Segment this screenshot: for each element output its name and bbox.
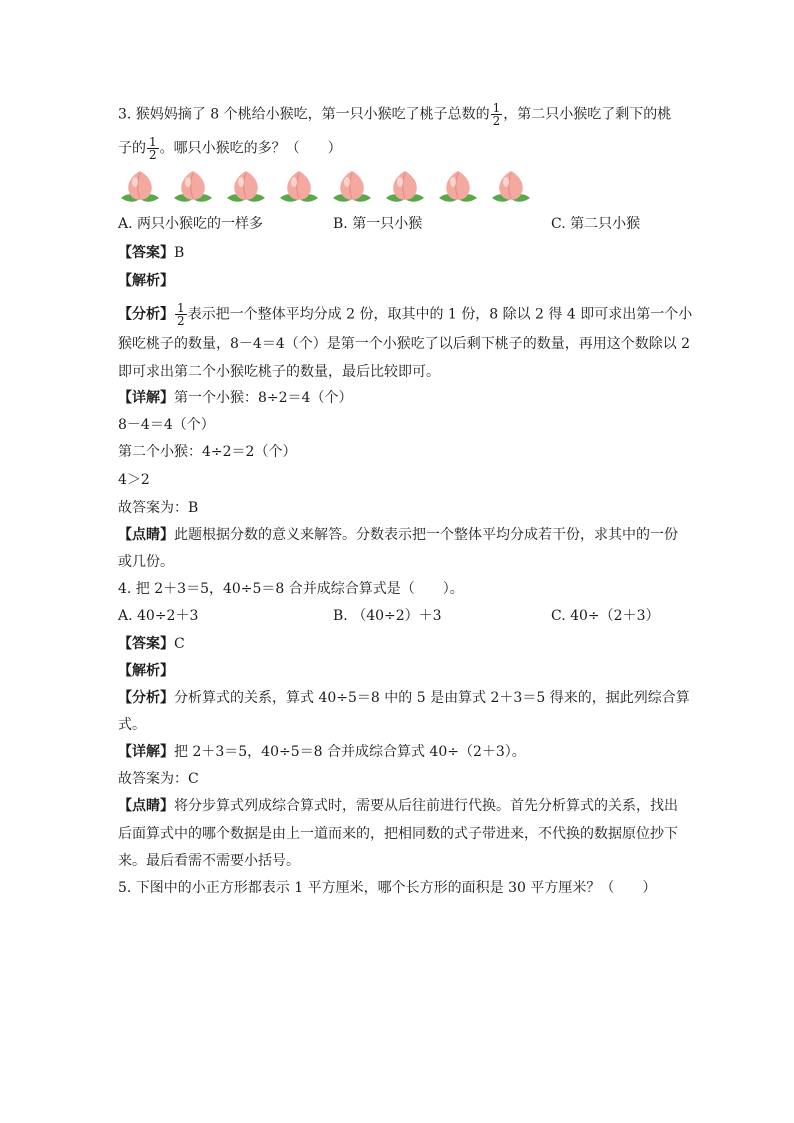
q4-xiangjie-line1: 【详解】把 2＋3＝5，40÷5＝8 合并成综合算式 40÷（2＋3）。 (118, 744, 526, 760)
q4-fenxi-line1: 【分析】分析算式的关系，算式 40÷5＝8 中的 5 是由算式 2＋3＝5 得来的，据此列综合算 (118, 690, 690, 706)
q3-final: 故答案为：B (118, 500, 199, 516)
q4-dianjing-line2: 后面算式中的哪个数据是由上一道而来的，把相同数的式子带进来，不代换的数据原位抄下 (118, 826, 678, 842)
q3-xiangjie-line3: 第二个小猴：4÷2＝2（个） (118, 444, 297, 460)
q4-analysis-tag: 【解析】 (118, 663, 174, 679)
fraction-one-half: $\frac{1}{2}$ (149, 135, 157, 162)
peach-row (118, 168, 558, 208)
peach-icon (224, 168, 268, 208)
xiangjie-tag: 【详解】 (118, 744, 174, 760)
answer-value: C (174, 636, 185, 652)
q3-option-a: A. 两只小猴吃的一样多 (118, 216, 264, 232)
peach-icon (489, 168, 533, 208)
q4-fenxi-line2: 式。 (118, 717, 146, 733)
q3-stem-line1 (118, 102, 671, 127)
peach-icon (277, 168, 321, 208)
dianjing-tag: 【点睛】 (118, 527, 174, 543)
fraction-one-half: $\frac{1}{2}$ (492, 101, 501, 128)
q3-xiangjie-line1: 【详解】第一个小猴：8÷2＝4（个） (118, 390, 353, 406)
peach-icon (118, 168, 162, 208)
q4-dianjing-line1: 【点睛】将分步算式列成综合算式时，需要从后往前进行代换。首先分析算式的关系，找出 (118, 798, 678, 814)
q4-option-a: A. 40÷2＋3 (118, 608, 199, 624)
peach-icon (171, 168, 215, 208)
q3-fenxi-line2: 猴吃桃子的数量，8－4＝4（个）是第一个小猴吃了以后剩下桃子的数量，再用这个数除以 2 (118, 336, 691, 352)
peach-icon (383, 168, 427, 208)
q3-stem-text-a: 3. 猴妈妈摘了 8 个桃给小猴吃，第一只小猴吃了桃子总数的 (118, 106, 490, 123)
q3-option-b: B. 第一只小猴 (333, 216, 423, 232)
q3-stem-text-d: 。哪只小猴吃的多？（ ） (159, 140, 342, 157)
q3-answer (118, 243, 184, 263)
xiangjie-tag: 【详解】 (118, 390, 174, 406)
q3-dianjing-line2: 或几份。 (118, 554, 174, 570)
q3-stem-line2 (118, 136, 342, 161)
fenxi-text: 表示把一个整体平均分成 2 份，取其中的 1 份，8 除以 2 得 4 即可求出第一个小 (187, 306, 693, 323)
answer-tag: 【答案】 (118, 636, 174, 652)
q3-dianjing-line1: 【点睛】此题根据分数的意义来解答。分数表示把一个整体平均分成若干份，求其中的一份 (118, 527, 678, 543)
fenxi-tag: 【分析】 (118, 306, 174, 323)
q4-option-b: B. （40÷2）＋3 (333, 608, 442, 624)
answer-value: B (174, 245, 185, 261)
q4-dianjing-line3: 来。最后看需不需要小括号。 (118, 853, 300, 869)
q5-stem: 5. 下图中的小正方形都表示 1 平方厘米，哪个长方形的面积是 30 平方厘米？（ ） (118, 880, 657, 896)
q4-option-c: C. 40÷（2＋3） (551, 608, 660, 624)
answer-tag: 【答案】 (118, 245, 174, 261)
dianjing-tag: 【点睛】 (118, 798, 174, 814)
q3-fenxi-line3: 即可求出第二个小猴吃桃子的数量，最后比较即可。 (118, 364, 440, 380)
q4-final: 故答案为：C (118, 771, 199, 787)
peach-icon (436, 168, 480, 208)
fraction-one-half: $\frac{1}{2}$ (177, 301, 185, 328)
q3-analysis-tag: 【解析】 (118, 273, 174, 289)
q3-xiangjie-line2: 8－4＝4（个） (118, 417, 215, 433)
q3-option-c: C. 第二只小猴 (551, 216, 641, 232)
q4-answer (118, 634, 185, 654)
q3-stem-text-b: ，第二只小猴吃了剩下的桃 (503, 106, 672, 123)
peach-icon (330, 168, 374, 208)
q4-stem: 4. 把 2＋3＝5，40÷5＝8 合并成综合算式是（ ）。 (118, 581, 464, 597)
q3-stem-text-c: 子的 (118, 140, 146, 157)
q3-fenxi-line1 (118, 302, 692, 327)
q3-xiangjie-line4: 4＞2 (118, 472, 150, 488)
fenxi-tag: 【分析】 (118, 690, 174, 706)
